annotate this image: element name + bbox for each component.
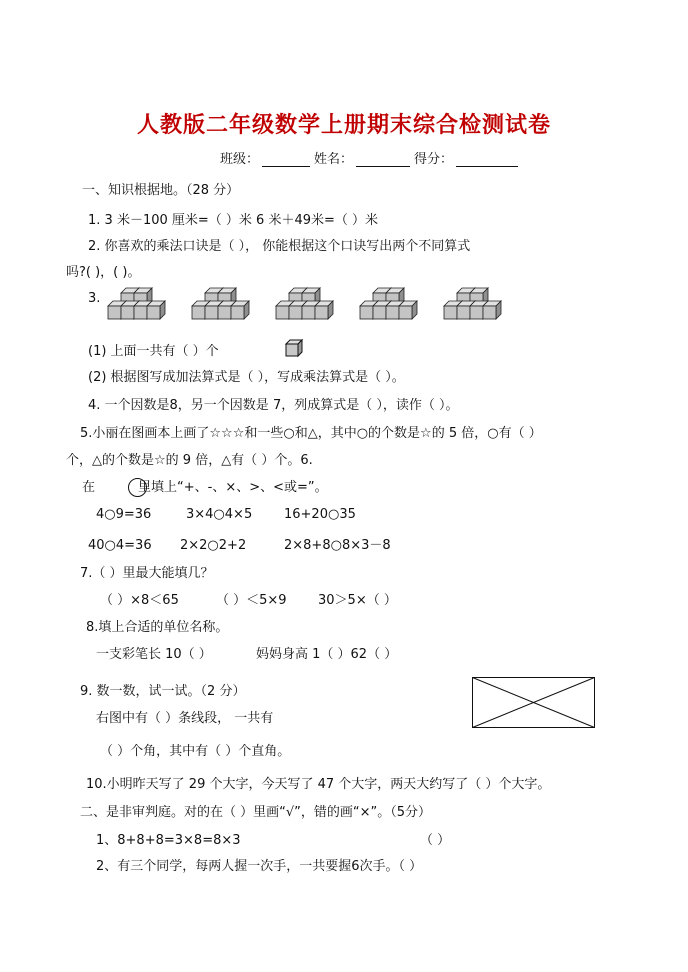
single-cube-icon [284, 338, 304, 358]
section2-heading: 二、是非审判庭。对的在（ ）里画“√”，错的画“×”。（5分） [80, 805, 432, 820]
cube-figures [108, 284, 528, 328]
class-label: 班级： [220, 152, 260, 167]
question-10: 10.小明昨天写了 29 个大字，今天写了 47 个大字，两天大约写了（ ）个大字。 [86, 777, 551, 792]
question-3-part2: (2) 根据图写成加法算式是（ ），写成乘法算式是（ ）。 [88, 370, 405, 385]
question-5-line1: 5.小丽在图画本上画了☆☆☆和一些○和△，其中○的个数是☆的 5 倍，○有（ ） [80, 426, 542, 441]
question-2-line1: 2. 你喜欢的乘法口诀是（ ）， 你能根据这个口诀写出两个不同算式 [88, 239, 471, 254]
question-1: 1. 3 米－100 厘米=（ ）米 6 米＋49米=（ ）米 [88, 213, 379, 228]
question-6-text: 里填上“+、-、×、>、<或=”。 [138, 480, 328, 495]
q6-row1-item1: 4○9=36 [96, 507, 152, 522]
cube-group [276, 288, 333, 319]
question-3-part1: (1) 上面一共有（ ）个 [88, 344, 219, 359]
question-7: 7.（ ）里最大能填几？ [80, 566, 214, 581]
cube-group [444, 288, 501, 319]
name-blank[interactable] [356, 166, 410, 167]
cube-group [360, 288, 417, 319]
question-4: 4. 一个因数是8，另一个因数是 7，列成算式是（ ），读作（ ）。 [88, 398, 459, 413]
q7-item1: （ ）×8＜65 [100, 593, 179, 608]
score-blank[interactable] [456, 166, 518, 167]
score-label: 得分： [414, 152, 454, 167]
q8-item2: 妈妈身高 1（ ）62（ ） [256, 647, 398, 662]
section1-heading: 一、知识根据地。（28 分） [82, 183, 240, 198]
question-3-number: 3. [88, 291, 101, 306]
judge-2: 2、有三个同学，每两人握一次手，一共要握6次手。（ ） [96, 859, 423, 874]
cube-icon [147, 301, 165, 319]
cube-group [108, 288, 165, 319]
judge-1: 1、8+8+8=3×8=8×3 [96, 833, 241, 848]
q6-row2-item2: 2×2○2+2 [180, 538, 247, 553]
question-5-line2: 个，△的个数是☆的 9 倍，△有（ ）个。6. [66, 453, 313, 468]
q7-item2: （ ）＜5×9 [216, 593, 287, 608]
cube-group [192, 288, 249, 319]
judge-1-answer[interactable]: （ ） [420, 833, 451, 848]
cube-icon [231, 301, 249, 319]
cube-icon [483, 301, 501, 319]
q8-item1: 一支彩笔长 10（ ） [96, 647, 212, 662]
q6-row2-item1: 40○4=36 [88, 538, 152, 553]
q6-row1-item2: 3×4○4×5 [186, 507, 253, 522]
question-6-prefix: 在 [82, 480, 96, 495]
crossed-rectangle-figure [472, 677, 596, 729]
class-blank[interactable] [262, 166, 310, 167]
question-9-line2: （ ）个角，其中有（ ）个直角。 [100, 744, 291, 759]
q7-item3: 30＞5×（ ） [318, 593, 397, 608]
name-label: 姓名： [314, 152, 354, 167]
question-9: 9. 数一数，试一试。（2 分） [80, 684, 246, 699]
q6-row2-item3: 2×8+8○8×3－8 [284, 538, 391, 553]
cube-icon [399, 301, 417, 319]
cube-icon [315, 301, 333, 319]
q6-row1-item3: 16+20○35 [284, 507, 356, 522]
question-8: 8.填上合适的单位名称。 [86, 620, 229, 635]
page-title: 人教版二年级数学上册期末综合检测试卷 [136, 113, 551, 138]
question-2-line2: 吗?( )，( )。 [66, 265, 141, 280]
question-9-line1: 右图中有（ ）条线段， 一共有 [96, 711, 274, 726]
